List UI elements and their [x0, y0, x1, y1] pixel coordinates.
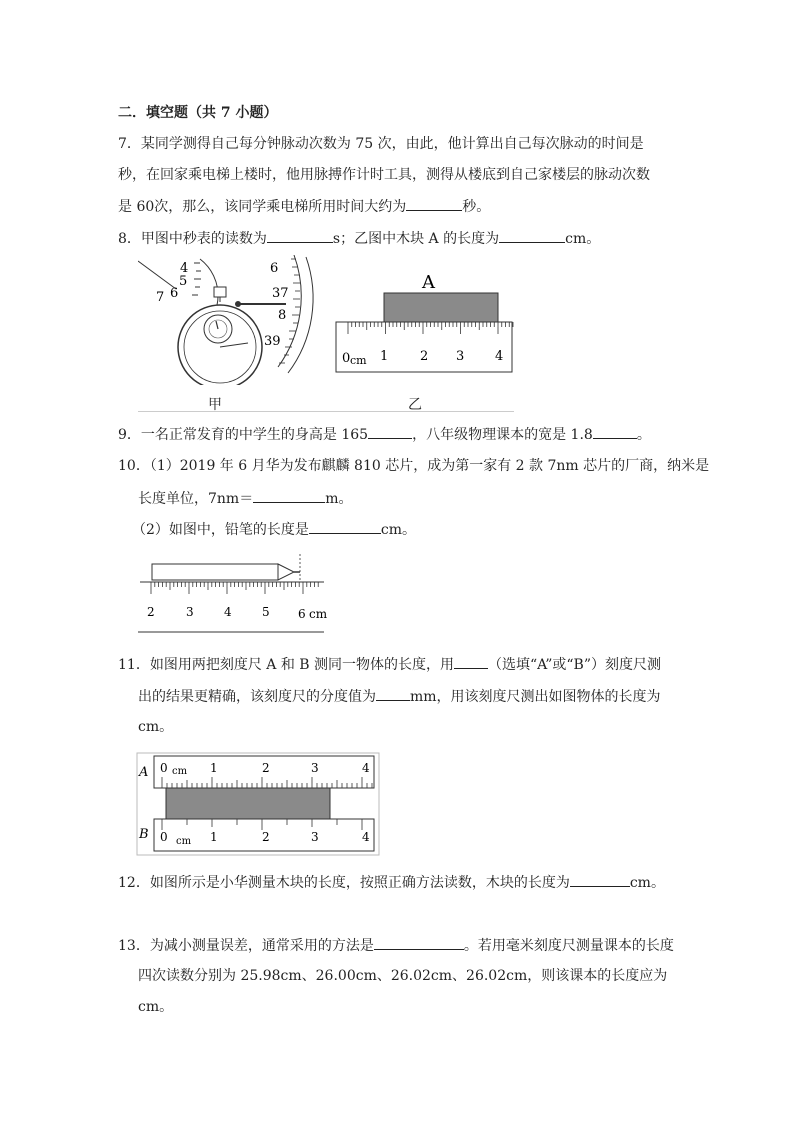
q10-text-b: m。 — [325, 491, 353, 507]
q8-text-c: cm。 — [565, 231, 601, 247]
rulerA-tick-4: 4 — [362, 761, 370, 775]
q8-line — [118, 228, 600, 249]
q11-text-a: 11．如图用两把刻度尺 A 和 B 测同一物体的长度，用 — [118, 657, 455, 673]
q9-text-a: 9．一名正常发育的中学生的身高是 165 — [118, 427, 369, 443]
ruler10-unit: cm — [309, 607, 328, 621]
q11-text-d: mm，用该刻度尺测出如图物体的长度为 — [410, 689, 661, 705]
q10-text-a: 长度单位，7nm＝ — [138, 491, 254, 507]
q11-ruler-choice-blank[interactable] — [454, 654, 488, 669]
rulerA-tick-0: 0 — [160, 761, 168, 775]
q9-text-b: ，八年级物理课本的宽是 1.8 — [412, 427, 593, 443]
q13-text-a: 13．为减小测量误差，通常采用的方法是 — [118, 938, 374, 954]
inner-scale-5: 5 — [179, 274, 188, 289]
q7-answer-blank[interactable] — [406, 196, 462, 211]
q7-line-2: 秒，在回家乘电梯上楼时，他用脉搏作计时工具，测得从楼底到自己家楼层的脉动次数 — [118, 167, 650, 183]
rulerA-tick-2: 2 — [262, 761, 270, 775]
q10-line-1: 10．（1）2019 年 6 月华为发布麒麟 810 芯片，成为第一家有 2 款 7nm 芯片的厂商，纳米是 — [118, 458, 710, 474]
q11-division-blank[interactable] — [376, 686, 410, 701]
q7-text-a: 是 60次，那么，该同学乘电梯所用时间大约为 — [118, 199, 407, 215]
q7-text-b: 秒。 — [462, 199, 491, 215]
outer-scale-6: 6 — [270, 261, 279, 276]
outer-scale-8: 8 — [278, 308, 287, 323]
rulerB-tick-3: 3 — [311, 830, 319, 844]
block-ruler-figure — [334, 268, 516, 378]
q10-nm-blank[interactable] — [253, 488, 325, 503]
q11-line-1 — [118, 654, 661, 675]
ruler10-tick-2: 2 — [147, 605, 155, 619]
q7-line-3 — [118, 196, 490, 217]
q11-text-c: 出的结果更精确，该刻度尺的分度值为 — [138, 689, 376, 705]
ruler-b-label: B — [139, 827, 149, 842]
stopwatch-figure — [138, 255, 318, 385]
q13-line-1 — [118, 935, 674, 956]
ruler10-tick-6: 6 — [298, 607, 306, 621]
q11-text-b: （选填“A”或“B”）刻度尺测 — [488, 657, 661, 673]
q13-text-d: cm。 — [138, 999, 174, 1015]
fig-label-right: 乙 — [408, 397, 422, 413]
section-title: 二．填空题（共 7 小题） — [118, 105, 278, 121]
ruler8-tick-1: 1 — [380, 349, 389, 364]
q9-text-c: 。 — [636, 427, 651, 443]
ruler10-tick-3: 3 — [186, 605, 194, 619]
q12-text-b: cm。 — [629, 875, 665, 891]
ruler8-unit: cm — [350, 354, 367, 367]
figure-divider — [138, 411, 514, 412]
q10-text-c: （2）如图中，铅笔的长度是 — [132, 522, 309, 538]
ruler10-tick-5: 5 — [262, 605, 270, 619]
q9-line — [118, 424, 651, 445]
outer-scale-37: 37 — [272, 286, 289, 301]
q12-line — [118, 872, 665, 893]
outer-scale-39: 39 — [264, 334, 281, 349]
rulerB-tick-1: 1 — [210, 830, 218, 844]
q13-line-3 — [118, 997, 173, 1017]
two-rulers-figure — [136, 752, 380, 856]
rulerB-unit: cm — [176, 836, 192, 847]
q8-text-b: s；乙图中木块 A 的长度为 — [332, 231, 500, 247]
inner-scale-6: 6 — [170, 286, 179, 301]
rulerB-tick-4: 4 — [362, 830, 370, 844]
q10-line-2 — [118, 488, 352, 509]
ruler8-tick-4: 4 — [495, 349, 504, 364]
q12-text-a: 12．如图所示是小华测量木块的长度，按照正确方法读数，木块的长度为 — [118, 875, 570, 891]
rulerA-unit: cm — [172, 766, 188, 777]
q9-width-blank[interactable] — [593, 424, 637, 439]
ruler8-tick-2: 2 — [420, 349, 429, 364]
q10-line-3 — [118, 519, 416, 540]
q8-stopwatch-blank[interactable] — [267, 228, 333, 243]
q13-text-b: 。若用毫米刻度尺测量课本的长度 — [463, 938, 674, 954]
inner-scale-7: 7 — [156, 290, 165, 305]
ruler8-tick-3: 3 — [456, 349, 465, 364]
block-label: A — [422, 272, 435, 293]
q11-line-2 — [118, 686, 661, 707]
q11-line-3 — [118, 717, 173, 737]
q10-pencil-blank[interactable] — [309, 519, 381, 534]
q13-method-blank[interactable] — [374, 935, 464, 950]
ruler-a-label: A — [139, 765, 149, 780]
pencil-ruler-figure — [134, 552, 334, 636]
q9-height-blank[interactable] — [368, 424, 412, 439]
q8-text-a: 8．甲图中秒表的读数为 — [118, 231, 267, 247]
q8-length-blank[interactable] — [499, 228, 565, 243]
inner-scale-4: 4 — [180, 261, 189, 276]
ruler10-tick-4: 4 — [224, 605, 232, 619]
q13-text-c: 四次读数分别为 25.98cm、26.00cm、26.02cm、26.02cm，则该课本的长度应为 — [138, 968, 668, 984]
q13-line-2 — [118, 966, 667, 986]
rulerB-tick-0: 0 — [160, 830, 168, 844]
rulerB-tick-2: 2 — [262, 830, 270, 844]
q12-answer-blank[interactable] — [570, 872, 630, 887]
rulerA-tick-1: 1 — [210, 761, 218, 775]
q7-line-1: 7．某同学测得自己每分钟脉动次数为 75 次，由此，他计算出自己每次脉动的时间是 — [118, 136, 644, 152]
q10-text-d: cm。 — [380, 522, 417, 538]
q11-text-e: cm。 — [138, 719, 174, 735]
fig-label-left: 甲 — [208, 397, 222, 413]
rulerA-tick-3: 3 — [311, 761, 319, 775]
ruler8-tick-0: 0 — [342, 351, 351, 366]
